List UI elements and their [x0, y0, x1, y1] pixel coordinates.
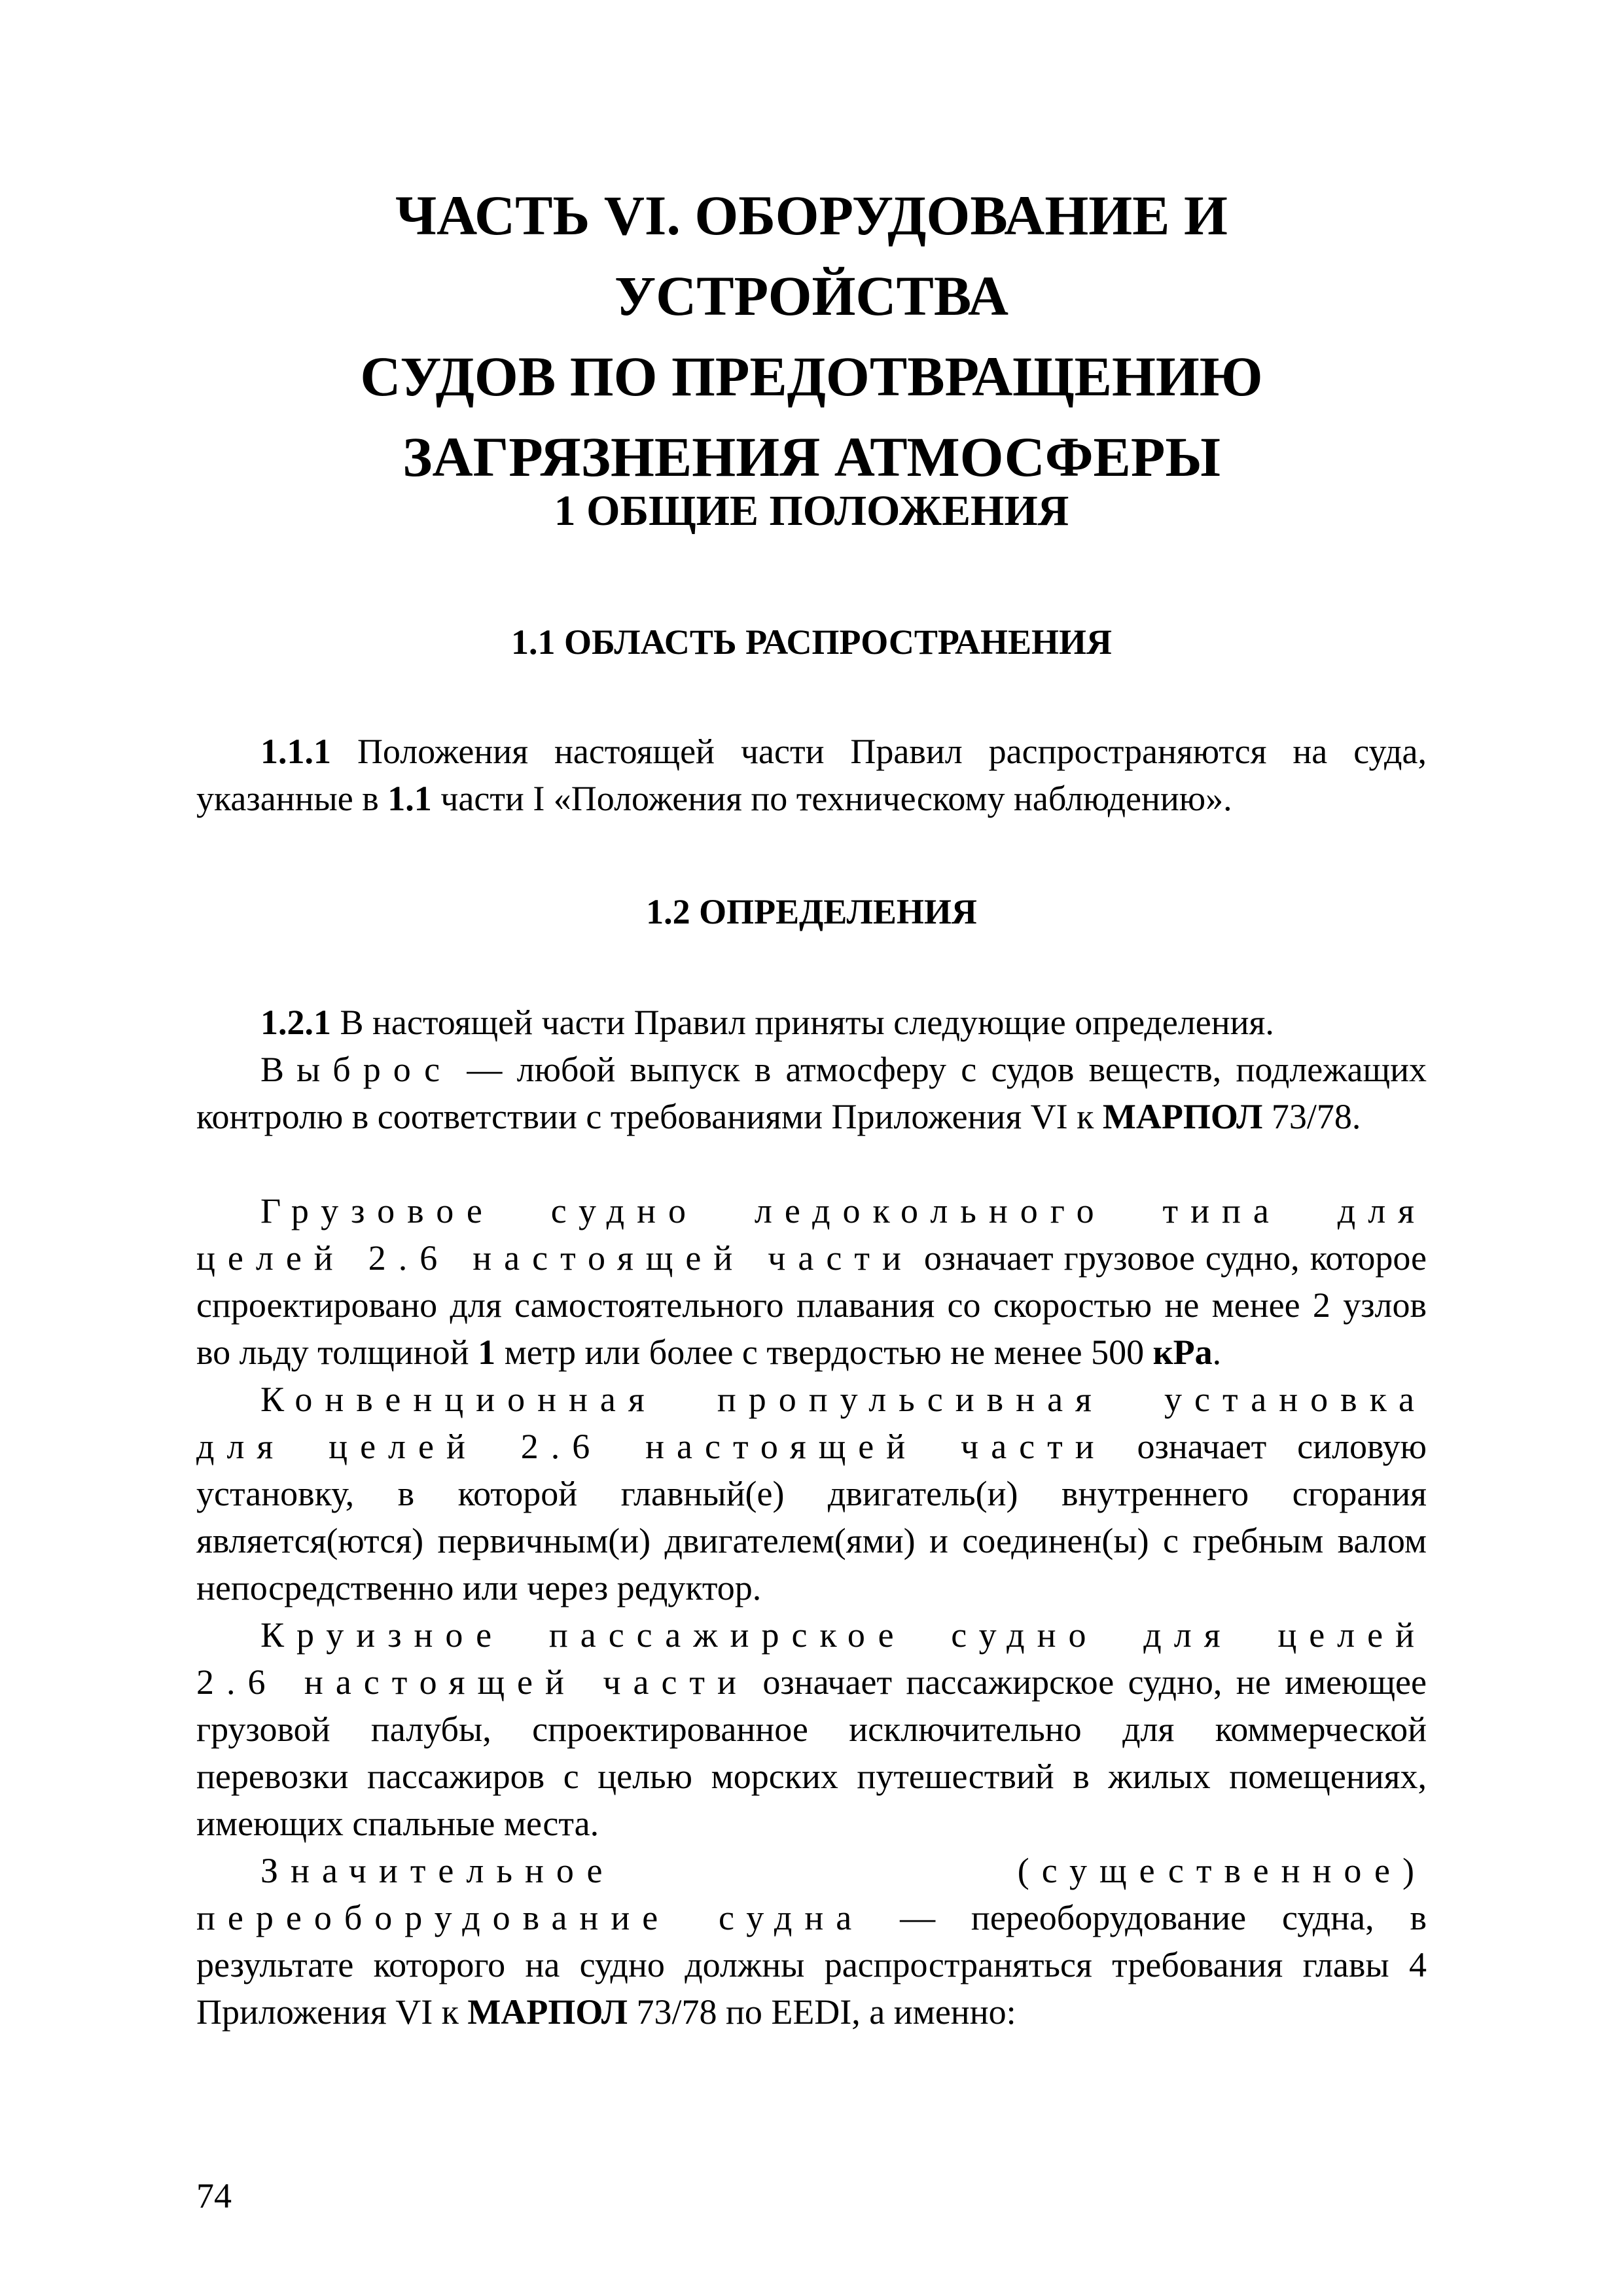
definition-text: 73/78 по EEDI, а именно: — [627, 1992, 1016, 2032]
definition-cruise-passenger-ship — [196, 1611, 1427, 1847]
definition-text: метр или более с твердостью не менее 500 — [495, 1333, 1153, 1372]
definition-text: 73/78. — [1262, 1097, 1361, 1136]
convention-name: МАРПОЛ — [1102, 1097, 1263, 1136]
reference-number: 1.1 — [387, 779, 432, 818]
paragraph-1-1-1 — [196, 728, 1427, 822]
definition-icebreaking-cargo-ship — [196, 1187, 1427, 1376]
paragraph-text: части I «Положения по техническому наблюдению». — [431, 779, 1232, 818]
definition-text: — любой выпуск в атмосферу с судов веществ, подлежащих контролю в соответствии с требованиями Приложения VI к — [196, 1050, 1427, 1136]
section-title: 1 ОБЩИЕ ПОЛОЖЕНИЯ — [554, 487, 1069, 535]
part-title-line-1: ЧАСТЬ VI. ОБОРУДОВАНИЕ И УСТРОЙСТВА — [395, 184, 1228, 327]
definition-text: означает пассажирское судно, не имеющее грузовой палубы, спроектированное исключительно для коммерческой перевозки пассажиров с целью морских путешествий в жилых помещениях, имеющих спальные места. — [196, 1662, 1427, 1843]
definition-term: Выброс — [260, 1050, 453, 1089]
page-number: 74 — [196, 2176, 232, 2215]
bold-value: 1 — [478, 1333, 496, 1372]
definition-major-conversion — [196, 1847, 1427, 2036]
paragraph-number: 1.1.1 — [260, 732, 331, 771]
paragraph-number: 1.2.1 — [260, 1003, 331, 1042]
definition-term: Грузовое судно ледокольного типа для целей 2.6 настоящей части — [196, 1191, 1427, 1278]
definition-emission — [196, 1046, 1427, 1140]
definition-conventional-propulsion — [196, 1376, 1427, 1611]
paragraph-text: В настоящей части Правил приняты следующие определения. — [331, 1003, 1274, 1042]
part-title-line-3: ЗАГРЯЗНЕНИЯ АТМОСФЕРЫ — [402, 425, 1221, 488]
definition-term: Круизное пассажирское судно для целей 2.6 настоящей части — [196, 1615, 1427, 1702]
definition-text: означает грузовое судно, которое спроектировано для самостоятельного плавания со скоростью не менее 2 узлов во льду толщиной — [196, 1238, 1427, 1372]
definition-text: . — [1212, 1333, 1222, 1372]
definition-text: означает силовую установку, в которой главный(е) двигатель(и) внутреннего сгорания является(ются) первичным(и) двигателем(ями) и соединен(ы) с гребным валом непосредственно или через редуктор. — [196, 1427, 1427, 1607]
definition-term: Конвенционная пропульсивная установка для целей 2.6 настоящей части — [196, 1380, 1427, 1466]
subsection-title-1-2: 1.2 ОПРЕДЕЛЕНИЯ — [646, 892, 977, 931]
part-title — [196, 175, 1427, 497]
subsection-title-1-1: 1.1 ОБЛАСТЬ РАСПРОСТРАНЕНИЯ — [511, 622, 1112, 662]
unit-label: кРа — [1152, 1333, 1213, 1372]
paragraph-1-2-1 — [196, 999, 1427, 1046]
part-title-line-2: СУДОВ ПО ПРЕДОТВРАЩЕНИЮ — [360, 345, 1263, 408]
paragraph-text: Положения настоящей части Правил распространяются на суда, указанные в — [196, 732, 1427, 818]
definition-text: — переоборудование судна, в результате которого на судно должны распространяться требования главы 4 Приложения VI к — [196, 1898, 1427, 2032]
definition-term: Значительное (существенное) переоборудование судна — [196, 1851, 1427, 1937]
convention-name: МАРПОЛ — [467, 1992, 628, 2032]
